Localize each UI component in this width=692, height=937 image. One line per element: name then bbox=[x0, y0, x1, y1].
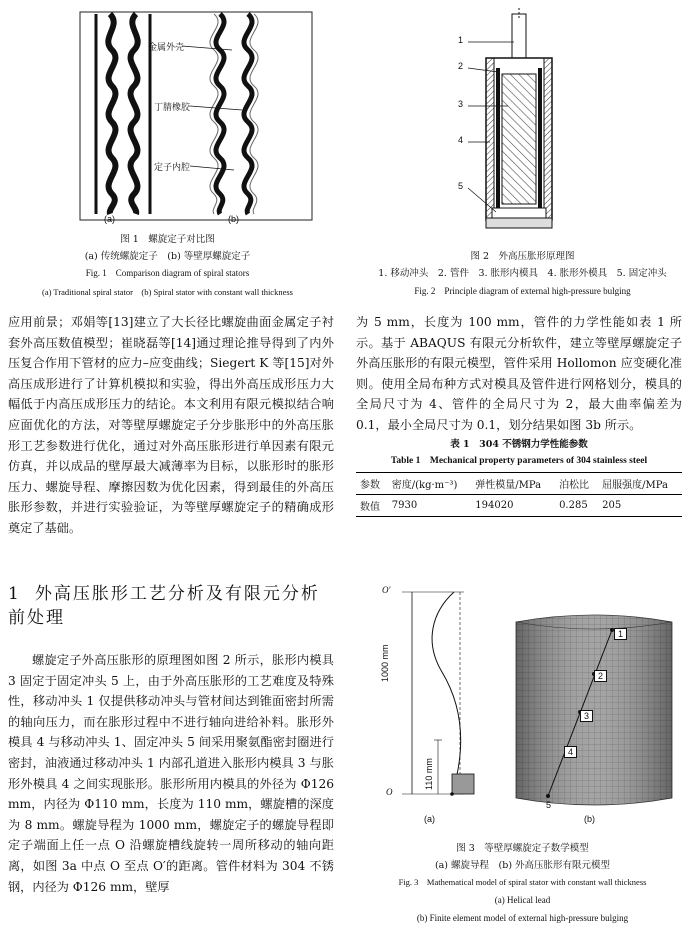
table-row bbox=[356, 495, 682, 517]
table-1 bbox=[356, 438, 682, 517]
table-cell: 数值 bbox=[356, 495, 388, 517]
table-header-cell: 参数 bbox=[356, 473, 388, 495]
fig1-caption-en: Fig. 1 Comparison diagram of spiral stators bbox=[85, 268, 250, 278]
paragraph-principle: 螺旋定子外高压胀形的原理图如图 2 所示，胀形内模具 3 固定于固定冲头 5 上，由于外高压胀形的工艺难度及特殊性，移动冲头 1 仅提供移动冲头与管材间达到锥面密封所需的轴向压力，而在胀形过程中不进行轴向进给补料。胀形外模具 4 与移动冲头 1、固定冲头 5 间采用聚氨酯密封圈进行密封，油液通过移动冲头 1 内部孔道进入胀形内模具 3 与胀形外模具 4 之间实现胀形。胀形所用内模具的外径为 Φ126 mm，内径为 Φ110 mm，长度为 110 mm，螺旋槽的深度为 8 mm。螺旋导程为 1000 mm，螺旋定子的螺旋导程即定子端面上任一点 O 沿螺旋槽线旋转一周所移动的轴向距离，如图 3a 中点 O 至点 O′的距离。管件材料为 304 不锈钢，内径为 Φ126 mm，壁厚 bbox=[8, 653, 334, 894]
table-cell: 7930 bbox=[388, 495, 472, 517]
traditional-stator-graphic bbox=[96, 14, 150, 214]
table-header-row bbox=[356, 473, 682, 495]
dimension-1000mm: 1000 mm bbox=[380, 644, 390, 682]
fig1-subcaption-en: (a) Traditional spiral stator (b) Spiral stator with constant wall thickness bbox=[42, 287, 293, 297]
figure-3b-drawing bbox=[504, 600, 684, 830]
paragraph-fe-model: 为 5 mm，长度为 100 mm，管件的力学性能如表 1 所示。基于 ABAQUS 有限元分析软件，建立等壁厚螺旋定子外高压胀形的有限元模型，管件采用 Hollomon 应变硬化准则。使用全局布种方式对模具及管件进行网格划分，模具的全局尺寸为 4、管件的全局尺寸为 2，最大曲率偏差为 0.1，最小全局尺寸为 0.1，划分结果如图 3b 所示。 bbox=[356, 315, 682, 432]
annotation-stator-cavity: 定子内腔 bbox=[154, 162, 191, 172]
table-header-cell: 屈服强度/MPa bbox=[598, 473, 682, 495]
fig2-number-5: 5 bbox=[458, 181, 464, 191]
figure-2 bbox=[452, 8, 602, 240]
fig3-sub-label-b: (b) bbox=[584, 814, 595, 824]
fig2-number-4: 4 bbox=[458, 135, 464, 145]
section-number: 1 bbox=[8, 584, 21, 604]
table-header-cell: 弹性模量/MPa bbox=[471, 473, 555, 495]
fe-point-4: 4 bbox=[564, 746, 577, 758]
fig1-caption-cn: 图 1 螺旋定子对比图 bbox=[120, 234, 215, 245]
point-o-label: O bbox=[386, 787, 393, 797]
fig2-legend-cn: 1. 移动冲头 2. 管件 3. 胀形内模具 4. 胀形外模具 5. 固定冲头 bbox=[378, 268, 667, 279]
table-header-cell: 密度/(kg·m⁻³) bbox=[388, 473, 472, 495]
fig2-caption-en: Fig. 2 Principle diagram of external high-pressure bulging bbox=[414, 286, 631, 296]
table-header-cell: 泊松比 bbox=[555, 473, 598, 495]
fig1-subcaption-cn: (a) 传统螺旋定子 (b) 等壁厚螺旋定子 bbox=[84, 251, 251, 262]
right-column-paragraph-1 bbox=[356, 312, 682, 436]
table-cell: 194020 bbox=[471, 495, 555, 517]
table-cell: 0.285 bbox=[555, 495, 598, 517]
left-column-paragraph-2 bbox=[8, 650, 334, 897]
section-1-heading bbox=[8, 582, 334, 630]
left-column-paragraph-1 bbox=[8, 312, 334, 539]
fig1-sub-label-a: (a) bbox=[104, 214, 115, 224]
figure-3b bbox=[504, 600, 684, 830]
annotation-rubber: 丁腈橡胶 bbox=[154, 102, 191, 112]
fig1-sub-label-b: (b) bbox=[228, 214, 239, 224]
fe-point-2: 2 bbox=[594, 670, 607, 682]
figure-1-drawing bbox=[70, 8, 320, 226]
fig2-number-1: 1 bbox=[458, 35, 464, 45]
fig3-subcaption-en-a: (a) Helical lead bbox=[494, 895, 551, 905]
table1-title-cn: 表 1 304 不锈钢力学性能参数 bbox=[450, 439, 588, 450]
figure-2-drawing bbox=[452, 8, 602, 240]
fe-point-3: 3 bbox=[580, 710, 593, 722]
fig3-subcaption-en-b: (b) Finite element model of external high-pressure bulging bbox=[416, 913, 629, 923]
fig2-number-2: 2 bbox=[458, 61, 464, 71]
point-o-prime-label: O′ bbox=[382, 585, 391, 595]
fe-point-5: 5 bbox=[546, 800, 552, 810]
figure-1 bbox=[70, 8, 320, 226]
fig3-sub-label-a: (a) bbox=[424, 814, 435, 824]
fig2-number-3: 3 bbox=[458, 99, 464, 109]
dimension-110mm: 110 mm bbox=[424, 758, 434, 790]
fig3-caption-en: Fig. 3 Mathematical model of spiral stator with constant wall thickness bbox=[398, 877, 647, 887]
constant-wall-stator-graphic bbox=[210, 14, 258, 214]
table-cell: 205 bbox=[598, 495, 682, 517]
fig3-caption-cn: 图 3 等壁厚螺旋定子数学模型 bbox=[456, 843, 589, 854]
figure-3a bbox=[372, 582, 482, 832]
fig3-subcaption-cn: (a) 螺旋导程 (b) 外高压胀形有限元模型 bbox=[434, 860, 611, 871]
fe-point-1: 1 bbox=[614, 628, 627, 640]
fig2-caption-cn: 图 2 外高压胀形原理图 bbox=[470, 251, 575, 262]
table1-grid bbox=[356, 472, 682, 517]
annotation-metal-shell: 金属外壳 bbox=[148, 42, 185, 52]
section-title: 外高压胀形工艺分析及有限元分析前处理 bbox=[8, 584, 320, 628]
paragraph-intro-end: 应用前景；邓娟等[13]建立了大长径比螺旋曲面金属定子衬套外高压数值模型；崔晓磊等[14]通过理论推导得到了内外压复合作用下管材的应力–应变曲线；Siegert K 等[15]对外高压成形进行了计算机模拟和实验，得出外高压成形压力大幅低于内高压成形压力的结论。本文利用有限元模拟结合响应面优化的方法，对等壁厚螺旋定子分步胀形中的外高压胀形工艺参数进行优化，通过对外高压胀形进行单因素有限元仿真，并以成品的壁厚最大减薄率为目标，以胀形时的胀形压力、螺旋导程、摩擦因数为优化因素，得到最佳的外高压胀形参数，并进行实验验证，为等壁厚螺旋定子的精确成形奠定了基础。 bbox=[8, 315, 334, 535]
table1-title-en: Table 1 Mechanical property parameters of 304 stainless steel bbox=[390, 456, 648, 466]
